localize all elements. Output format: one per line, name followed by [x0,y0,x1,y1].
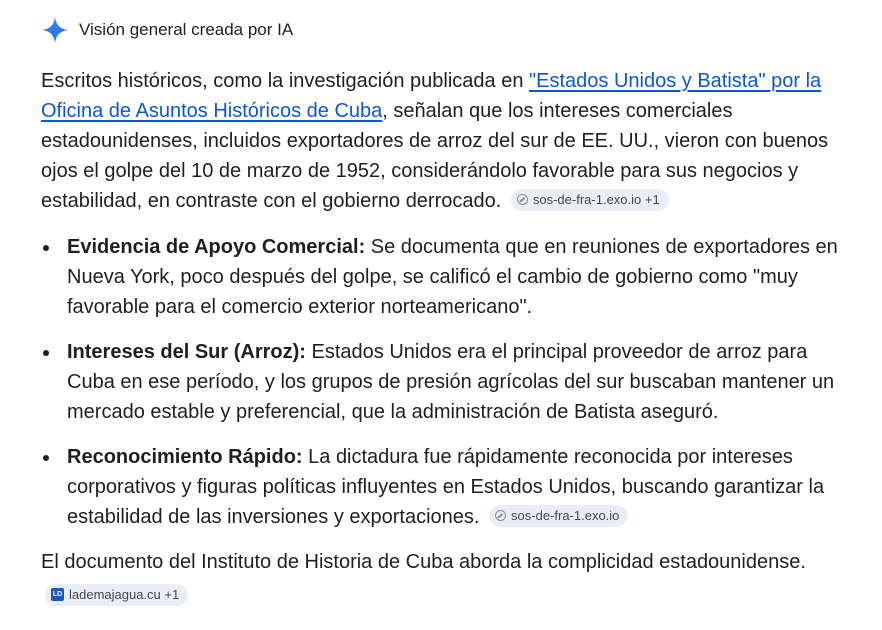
sparkle-icon [41,16,69,44]
point-title: Reconocimiento Rápido: [67,446,303,468]
point-text: Estados Unidos era el principal proveedor de arroz para Cuba en ese período, y los grupos de presión agrícolas del sur buscaban mantener un mercado estable y preferencial, que la administración de Batista aseguró. [67,341,835,423]
intro-text-before: Escritos históricos, como la investigación publicada en [41,70,530,92]
source-chip[interactable] [489,505,628,527]
point-title: Evidencia de Apoyo Comercial: [67,236,366,258]
intro-paragraph [41,66,841,216]
bullet-list [41,232,841,532]
closing-paragraph [41,547,841,607]
overview-content [41,66,841,607]
point-title: Intereses del Sur (Arroz): [67,341,306,363]
intro-text-after: , señalan que los intereses comerciales estadounidenses, incluidos exportadores de arroz del sur de EE. UU., vieron con buenos ojos el golpe del 10 de marzo de 1952, considerándolo favorable para sus negocios y estabilidad, en contraste con el gobierno derrocado. [41,100,829,212]
header-title: Visión general creada por IA [79,20,294,39]
list-item [41,442,841,532]
list-item [41,337,841,427]
point-text: La dictadura fue rápidamente reconocida por intereses corporativos y figuras políticas influyentes en Estados Unidos, buscando garantizar la estabilidad de las inversiones y exportaciones. [67,446,825,528]
link-icon [517,194,528,205]
closing-text: El documento del Instituto de Historia de Cuba aborda la complicidad estadounidense. [41,551,806,573]
chip-label: lademajagua.cu +1 [69,586,180,602]
link-icon [495,510,506,521]
chip-label: sos-de-fra-1.exo.io [511,507,620,523]
chip-label: sos-de-fra-1.exo.io +1 [532,191,660,207]
list-item [41,232,841,322]
site-favicon-icon: LD [51,588,64,601]
source-chip[interactable] [511,189,669,211]
source-chip[interactable] [45,584,188,606]
ai-overview-header [41,14,293,46]
source-link[interactable]: "Estados Unidos y Batista" por la Oficina de Asuntos Históricos de Cuba [41,70,822,122]
point-text: Se documenta que en reuniones de exportadores en Nueva York, poco después del golpe, se calificó el cambio de gobierno como "muy favorable para el comercio exterior norteamericano". [67,236,838,318]
